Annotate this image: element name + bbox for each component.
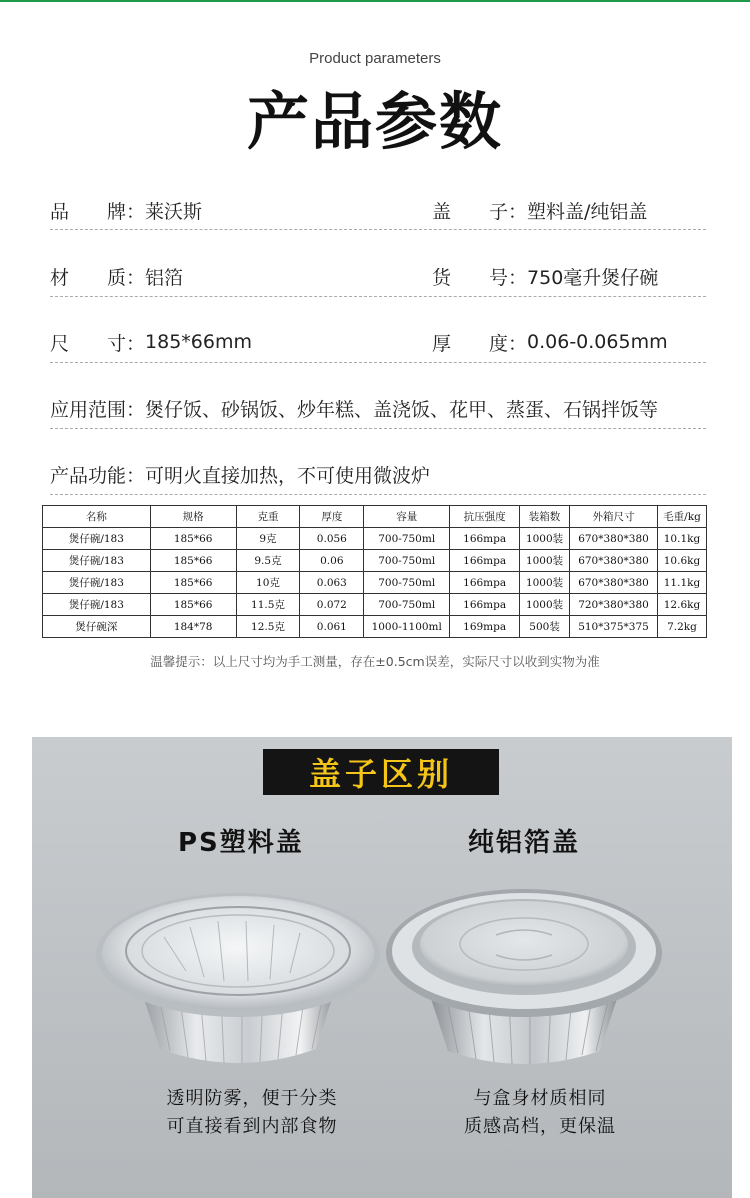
table-cell: 0.063 (300, 572, 364, 594)
table-cell: 1000-1100ml (364, 616, 450, 638)
table-cell: 670*380*380 (570, 550, 658, 572)
table-header-cell: 厚度 (300, 506, 364, 528)
table-cell: 9克 (236, 528, 300, 550)
plastic-lid-desc-line: 透明防雾，便于分类 (166, 1088, 338, 1109)
section-subtitle: Product parameters (309, 50, 441, 67)
top-accent-line (0, 0, 750, 2)
table-cell: 700-750ml (364, 594, 450, 616)
param-thickness-value: 0.06-0.065mm (527, 331, 668, 353)
table-cell: 166mpa (450, 528, 520, 550)
table-row (43, 616, 707, 638)
param-material (50, 258, 183, 294)
param-lid (432, 192, 647, 228)
comparison-banner-text: 盖子区别 (308, 755, 453, 793)
table-cell: 1000装 (520, 572, 570, 594)
param-brand-value: 莱沃斯 (145, 200, 203, 223)
table-cell: 184*78 (150, 616, 236, 638)
table-cell: 0.072 (300, 594, 364, 616)
param-function-value: 可明火直接加热，不可使用微波炉 (145, 464, 431, 487)
comparison-banner (263, 749, 499, 795)
table-cell: 166mpa (450, 572, 520, 594)
table-cell: 12.6kg (657, 594, 706, 616)
param-material-label: 材 质： (50, 266, 146, 289)
plastic-lid-desc-line: 可直接看到内部食物 (166, 1116, 338, 1137)
param-item-no-label: 货 号： (432, 266, 528, 289)
param-item-no (432, 258, 658, 294)
divider (50, 494, 706, 495)
param-size (50, 324, 252, 360)
table-cell: 煲仔碗深 (43, 616, 151, 638)
param-item-no-value: 750毫升煲仔碗 (527, 266, 659, 289)
divider (50, 362, 706, 363)
table-cell: 166mpa (450, 550, 520, 572)
param-function (50, 456, 430, 492)
param-usage (50, 390, 658, 426)
table-row (43, 572, 707, 594)
table-cell: 7.2kg (657, 616, 706, 638)
table-header-cell: 装箱数 (520, 506, 570, 528)
param-usage-value: 煲仔饭、砂锅饭、炒年糕、盖浇饭、花甲、蒸蛋、石锅拌饭等 (145, 398, 659, 421)
table-row (43, 528, 707, 550)
table-cell: 500装 (520, 616, 570, 638)
table-cell: 10.6kg (657, 550, 706, 572)
table-cell: 166mpa (450, 594, 520, 616)
table-cell: 11.5克 (236, 594, 300, 616)
table-cell: 700-750ml (364, 550, 450, 572)
table-cell: 煲仔碗/183 (43, 550, 151, 572)
table-cell: 1000装 (520, 528, 570, 550)
table-cell: 0.06 (300, 550, 364, 572)
table-cell: 185*66 (150, 594, 236, 616)
table-cell: 9.5克 (236, 550, 300, 572)
section-title: 产品参数 (246, 85, 503, 158)
plastic-lid-description (142, 1085, 362, 1141)
table-header-cell: 规格 (150, 506, 236, 528)
table-cell: 510*375*375 (570, 616, 658, 638)
table-header-cell: 外箱尺寸 (570, 506, 658, 528)
aluminum-lid-desc-line: 质感高档，更保温 (464, 1116, 616, 1137)
divider (50, 428, 706, 429)
table-header-cell: 容量 (364, 506, 450, 528)
table-header-cell: 名称 (43, 506, 151, 528)
table-cell: 10.1kg (657, 528, 706, 550)
table-cell: 0.056 (300, 528, 364, 550)
param-brand (50, 192, 202, 228)
table-cell: 670*380*380 (570, 572, 658, 594)
table-cell: 煲仔碗/183 (43, 594, 151, 616)
table-cell: 185*66 (150, 550, 236, 572)
table-header-cell: 毛重/kg (657, 506, 706, 528)
table-cell: 185*66 (150, 528, 236, 550)
plastic-lid-bowl-image (94, 867, 382, 1072)
table-row (43, 594, 707, 616)
table-cell: 700-750ml (364, 528, 450, 550)
table-cell: 700-750ml (364, 572, 450, 594)
param-lid-label: 盖 子： (432, 200, 528, 223)
spec-table (42, 505, 707, 638)
lid-comparison-photo (32, 737, 732, 1198)
measurement-note: 温馨提示：以上尺寸均为手工测量，存在±0.5cm误差，实际尺寸以收到实物为准 (150, 654, 600, 669)
table-cell: 煲仔碗/183 (43, 572, 151, 594)
param-brand-label: 品 牌： (50, 200, 146, 223)
plastic-lid-title: PS塑料盖 (178, 828, 304, 858)
table-cell: 185*66 (150, 572, 236, 594)
aluminum-lid-desc-line: 与盒身材质相同 (473, 1088, 607, 1109)
table-row (43, 550, 707, 572)
table-cell: 670*380*380 (570, 528, 658, 550)
divider (50, 229, 706, 230)
table-cell: 169mpa (450, 616, 520, 638)
table-cell: 720*380*380 (570, 594, 658, 616)
aluminum-lid-bowl-image (384, 867, 664, 1072)
table-cell: 11.1kg (657, 572, 706, 594)
param-function-label: 产品功能： (50, 464, 146, 487)
param-thickness-label: 厚 度： (432, 332, 528, 355)
table-cell: 10克 (236, 572, 300, 594)
param-usage-label: 应用范围： (50, 398, 146, 421)
aluminum-lid-description (440, 1085, 640, 1141)
table-header-row (43, 506, 707, 528)
param-thickness (432, 324, 668, 360)
param-lid-value: 塑料盖/纯铝盖 (527, 200, 648, 223)
param-size-label: 尺 寸： (50, 332, 146, 355)
divider (50, 296, 706, 297)
table-header-cell: 抗压强度 (450, 506, 520, 528)
param-material-value: 铝箔 (145, 266, 184, 289)
table-cell: 12.5克 (236, 616, 300, 638)
table-cell: 煲仔碗/183 (43, 528, 151, 550)
param-size-value: 185*66mm (145, 331, 252, 353)
table-header-cell: 克重 (236, 506, 300, 528)
table-cell: 0.061 (300, 616, 364, 638)
table-cell: 1000装 (520, 550, 570, 572)
aluminum-lid-title: 纯铝箔盖 (468, 828, 581, 858)
table-cell: 1000装 (520, 594, 570, 616)
